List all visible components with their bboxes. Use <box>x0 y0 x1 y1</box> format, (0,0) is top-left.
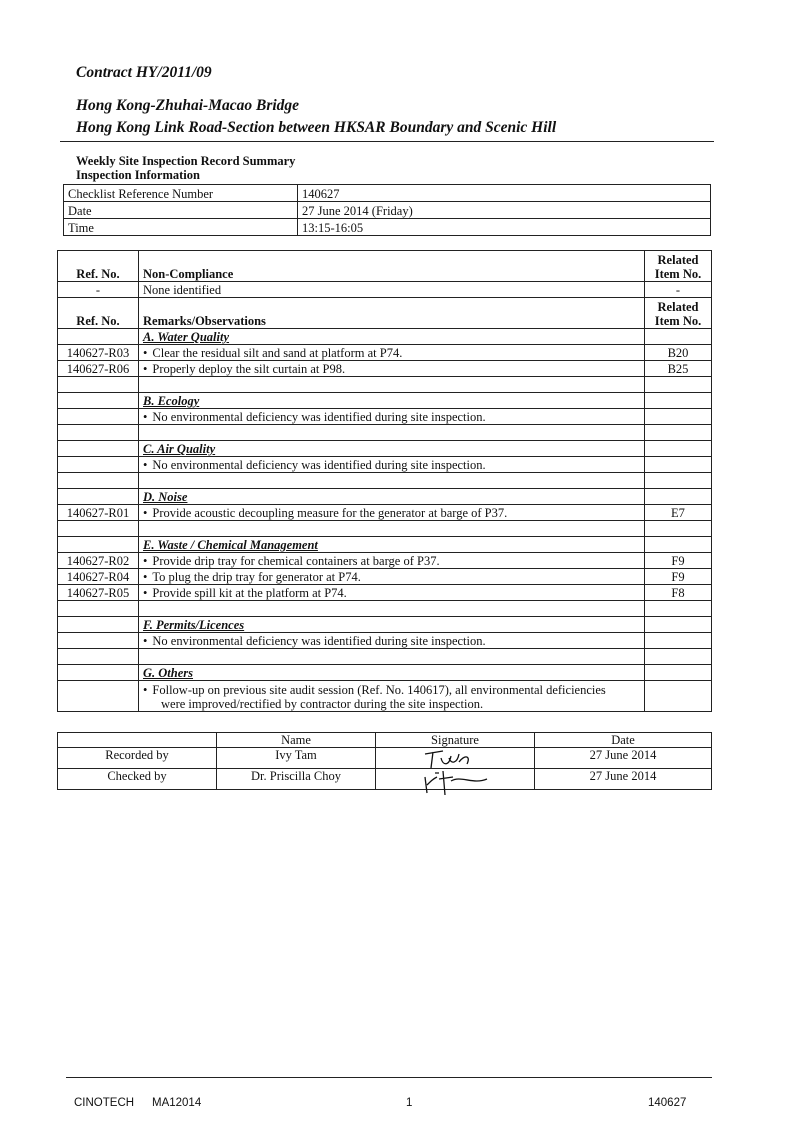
category-permits-licences: F. Permits/Licences <box>139 617 645 633</box>
footer-company: CINOTECH <box>74 1097 135 1109</box>
col-date-header: Date <box>535 733 712 748</box>
signoff-table <box>57 732 712 790</box>
text-cell: • Properly deploy the silt curtain at P98. <box>139 361 645 377</box>
category-row <box>58 329 712 345</box>
table-row <box>58 457 712 473</box>
ref-cell: 140627-R03 <box>58 345 139 361</box>
item-cell: F9 <box>645 553 712 569</box>
info-row <box>64 202 711 219</box>
remarks-table <box>57 250 712 712</box>
category-row <box>58 665 712 681</box>
inspection-info-title: Inspection Information <box>76 168 200 182</box>
text-cell: • Provide drip tray for chemical containers at barge of P37. <box>139 553 645 569</box>
recorded-name: Ivy Tam <box>217 748 376 769</box>
contract-number: Contract HY/2011/09 <box>76 64 212 81</box>
category-others: G. Others <box>139 665 645 681</box>
footer-report: MA12014 <box>152 1097 202 1109</box>
summary-title: Weekly Site Inspection Record Summary <box>76 154 296 168</box>
item-cell: B20 <box>645 345 712 361</box>
table-row <box>58 553 712 569</box>
info-value: 13:15-16:05 <box>298 219 711 236</box>
table-row <box>58 569 712 585</box>
table-row <box>58 681 712 712</box>
table-row <box>58 633 712 649</box>
info-value: 27 June 2014 (Friday) <box>298 202 711 219</box>
signature-mark <box>421 767 493 795</box>
project-name: Hong Kong-Zhuhai-Macao Bridge <box>76 97 300 114</box>
remarks-header-row <box>58 298 712 329</box>
checked-signature <box>376 769 535 790</box>
text-cell: • Clear the residual silt and sand at platform at P74. <box>139 345 645 361</box>
text-cell: • To plug the drip tray for generator at P74. <box>139 569 645 585</box>
recorded-row <box>58 748 712 769</box>
text-cell: • Provide spill kit at the platform at P74. <box>139 585 645 601</box>
col-signature-header: Signature <box>376 733 535 748</box>
col-related-item-header: Related Item No. <box>645 298 712 329</box>
category-row <box>58 393 712 409</box>
table-row <box>58 345 712 361</box>
category-waste-chemical: E. Waste / Chemical Management <box>139 537 645 553</box>
category-water-quality: A. Water Quality <box>139 329 645 345</box>
info-row <box>64 185 711 202</box>
col-noncompliance-header: Non-Compliance <box>139 251 645 282</box>
header-rule <box>60 141 714 142</box>
footer-ref: 140627 <box>648 1097 687 1109</box>
checked-label: Checked by <box>58 769 217 790</box>
footer-rule <box>66 1077 712 1078</box>
item-cell: B25 <box>645 361 712 377</box>
inspection-info-table <box>63 184 711 236</box>
info-label: Time <box>64 219 298 236</box>
checked-name: Dr. Priscilla Choy <box>217 769 376 790</box>
table-row <box>58 282 712 298</box>
category-ecology: B. Ecology <box>139 393 645 409</box>
checked-row <box>58 769 712 790</box>
recorded-signature <box>376 748 535 769</box>
text-cell: • Follow-up on previous site audit session (Ref. No. 140617), all environmental deficiencies were improved/rectified by contractor during the site inspection. <box>139 681 645 712</box>
ref-cell: 140627-R04 <box>58 569 139 585</box>
recorded-date: 27 June 2014 <box>535 748 712 769</box>
col-ref-header: Ref. No. <box>58 298 139 329</box>
ref-cell: 140627-R02 <box>58 553 139 569</box>
col-name-header: Name <box>217 733 376 748</box>
info-label: Date <box>64 202 298 219</box>
recorded-label: Recorded by <box>58 748 217 769</box>
text-cell: • No environmental deficiency was identified during site inspection. <box>139 409 645 425</box>
category-row <box>58 537 712 553</box>
item-cell: - <box>645 282 712 298</box>
text-cell: • No environmental deficiency was identified during site inspection. <box>139 633 645 649</box>
category-row <box>58 441 712 457</box>
footer-page-number: 1 <box>406 1097 413 1109</box>
table-row <box>58 361 712 377</box>
checked-date: 27 June 2014 <box>535 769 712 790</box>
info-value: 140627 <box>298 185 711 202</box>
table-row <box>58 585 712 601</box>
category-row <box>58 489 712 505</box>
col-related-item-header: Related Item No. <box>645 251 712 282</box>
noncompliance-header-row <box>58 251 712 282</box>
text-cell: None identified <box>139 282 645 298</box>
ref-cell: 140627-R05 <box>58 585 139 601</box>
info-row <box>64 219 711 236</box>
ref-cell: - <box>58 282 139 298</box>
col-remarks-header: Remarks/Observations <box>139 298 645 329</box>
table-row <box>58 505 712 521</box>
signoff-header-row <box>58 733 712 748</box>
item-cell: F8 <box>645 585 712 601</box>
table-row <box>58 409 712 425</box>
info-label: Checklist Reference Number <box>64 185 298 202</box>
category-air-quality: C. Air Quality <box>139 441 645 457</box>
ref-cell: 140627-R01 <box>58 505 139 521</box>
project-section: Hong Kong Link Road-Section between HKSAR Boundary and Scenic Hill <box>76 119 557 136</box>
col-ref-header: Ref. No. <box>58 251 139 282</box>
item-cell: E7 <box>645 505 712 521</box>
text-cell: • No environmental deficiency was identified during site inspection. <box>139 457 645 473</box>
category-row <box>58 617 712 633</box>
ref-cell: 140627-R06 <box>58 361 139 377</box>
item-cell: F9 <box>645 569 712 585</box>
text-cell: • Provide acoustic decoupling measure for the generator at barge of P37. <box>139 505 645 521</box>
category-noise: D. Noise <box>139 489 645 505</box>
